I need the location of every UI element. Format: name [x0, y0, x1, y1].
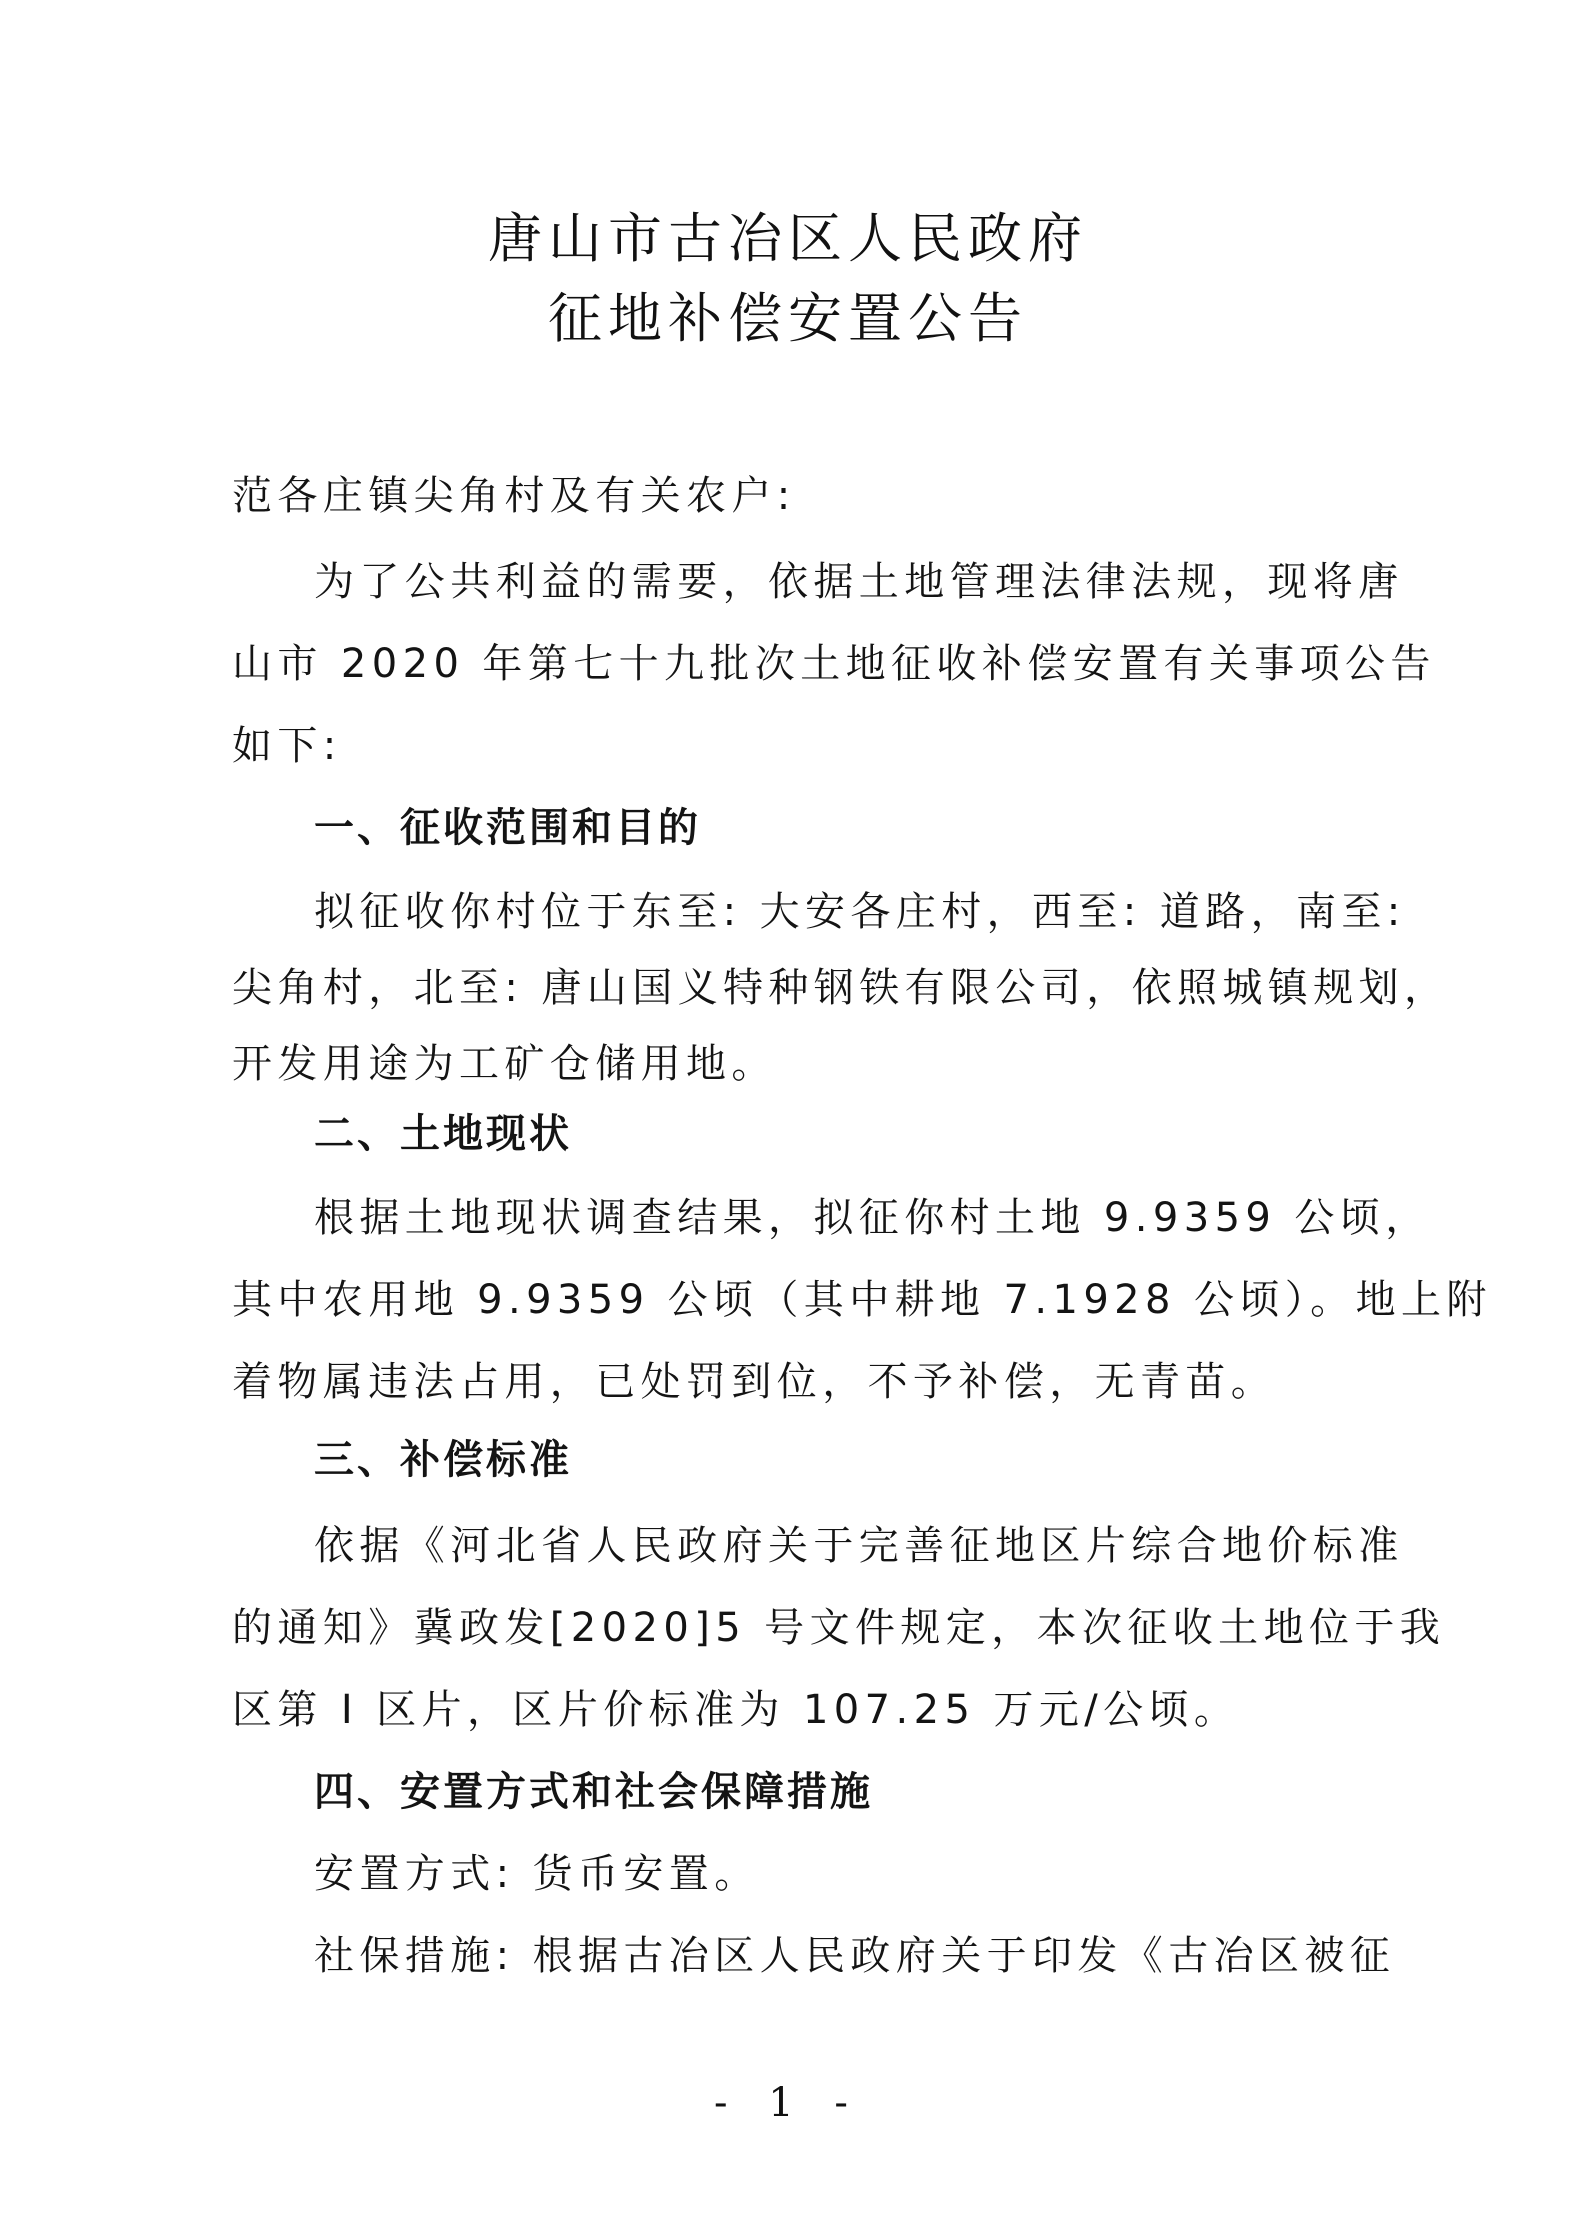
- section-1-line-2: 尖角村，北至: 唐山国义特种钢铁有限公司，依照城镇规划，: [232, 965, 1450, 1011]
- section-2-line-3: 着物属违法占用，已处罚到位，不予补偿，无青苗。: [232, 1359, 1277, 1405]
- section-2-heading: 二、土地现状: [314, 1111, 572, 1157]
- section-1-heading: 一、征收范围和目的: [314, 805, 701, 851]
- section-4-line-1: 安置方式: 货币安置。: [314, 1851, 760, 1897]
- intro-line-3: 如下:: [232, 723, 342, 769]
- document-title-line-1: 唐山市古冶区人民政府: [488, 207, 1088, 270]
- salutation: 范各庄镇尖角村及有关农户:: [232, 473, 796, 519]
- intro-line-1: 为了公共利益的需要，依据土地管理法律法规，现将唐: [314, 559, 1404, 605]
- section-1-line-3: 开发用途为工矿仓储用地。: [232, 1041, 777, 1087]
- document-title-line-2: 征地补偿安置公告: [548, 287, 1028, 350]
- section-3-line-1: 依据《河北省人民政府关于完善征地区片综合地价标准: [314, 1523, 1404, 1569]
- section-2-line-1: 根据土地现状调查结果，拟征你村土地 9.9359 公顷，: [314, 1195, 1431, 1241]
- intro-line-2: 山市 2020 年第七十九批次土地征收补偿安置有关事项公告: [232, 641, 1436, 687]
- section-2-line-2: 其中农用地 9.9359 公顷（其中耕地 7.1928 公顷）。地上附: [232, 1277, 1492, 1323]
- section-1-line-1: 拟征收你村位于东至: 大安各庄村，西至: 道路，南至:: [314, 889, 1406, 935]
- section-3-line-2: 的通知》冀政发[2020]5 号文件规定，本次征收土地位于我: [232, 1605, 1446, 1651]
- section-3-heading: 三、补偿标准: [314, 1437, 572, 1483]
- page-number: - 1 -: [714, 2080, 862, 2126]
- section-3-line-3: 区第 I 区片，区片价标准为 107.25 万元/公顷。: [232, 1687, 1240, 1733]
- section-4-line-2: 社保措施: 根据古冶区人民政府关于印发《古冶区被征: [314, 1933, 1396, 1979]
- section-4-heading: 四、安置方式和社会保障措施: [314, 1769, 873, 1815]
